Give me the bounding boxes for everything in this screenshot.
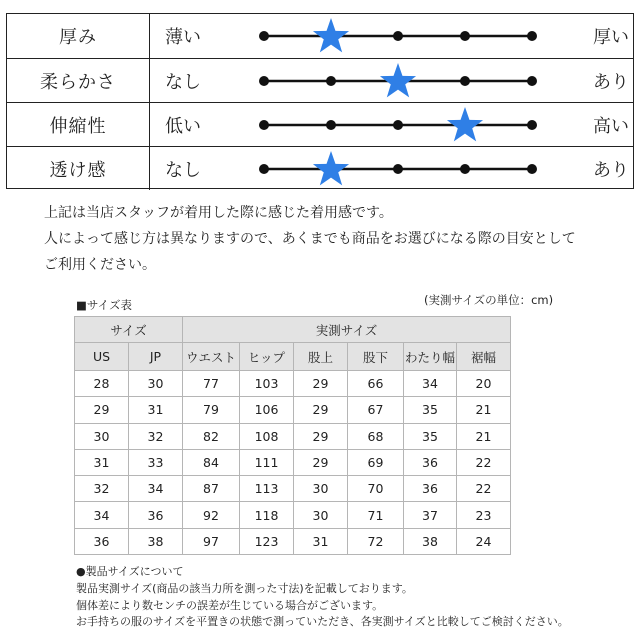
table-cell: 87 <box>183 476 240 502</box>
table-cell: 29 <box>294 371 348 397</box>
column-header: ヒップ <box>240 343 294 371</box>
table-cell: 103 <box>240 371 294 397</box>
table-cell: 66 <box>348 371 404 397</box>
table-cell: 34 <box>404 371 457 397</box>
table-cell: 72 <box>348 528 404 554</box>
column-header: ウエスト <box>183 343 240 371</box>
table-cell: 20 <box>457 371 511 397</box>
table-cell: 32 <box>75 476 129 502</box>
wear-feel-rating-grid <box>6 13 634 189</box>
column-header: 股下 <box>348 343 404 371</box>
table-cell: 36 <box>404 449 457 475</box>
rating-row <box>7 102 633 146</box>
table-cell: 34 <box>75 502 129 528</box>
table-cell: 29 <box>294 423 348 449</box>
dot-icon <box>259 120 269 130</box>
table-row <box>75 423 511 449</box>
table-cell: 111 <box>240 449 294 475</box>
rating-scale <box>242 59 552 102</box>
rating-row <box>7 58 633 102</box>
size-table <box>74 316 511 555</box>
table-cell: 21 <box>457 397 511 423</box>
product-size-note-2: 個体差により数センチの誤差が生じている場合がございます。 <box>76 599 384 612</box>
table-cell: 38 <box>404 528 457 554</box>
table-cell: 77 <box>183 371 240 397</box>
table-cell: 28 <box>75 371 129 397</box>
rating-low-label: 薄い <box>165 27 201 48</box>
rating-low-label: なし <box>165 71 201 93</box>
table-cell: 31 <box>75 449 129 475</box>
table-cell: 82 <box>183 423 240 449</box>
rating-low-label: なし <box>165 159 201 181</box>
dot-icon <box>393 120 403 130</box>
table-row <box>75 476 511 502</box>
table-cell: 34 <box>129 476 183 502</box>
table-row <box>75 371 511 397</box>
rating-scale <box>242 14 552 58</box>
table-row <box>75 528 511 554</box>
star-icon <box>313 151 349 185</box>
dot-icon <box>326 76 336 86</box>
table-cell: 23 <box>457 502 511 528</box>
dot-icon <box>460 76 470 86</box>
table-cell: 108 <box>240 423 294 449</box>
star-icon <box>380 63 416 97</box>
table-cell: 35 <box>404 397 457 423</box>
size-group-header: サイズ <box>75 317 183 343</box>
table-cell: 22 <box>457 449 511 475</box>
rating-label: 厚み <box>7 14 150 58</box>
table-row <box>75 397 511 423</box>
table-cell: 35 <box>404 423 457 449</box>
rating-label: 透け感 <box>7 147 150 190</box>
table-cell: 30 <box>294 476 348 502</box>
table-cell: 30 <box>294 502 348 528</box>
table-cell: 92 <box>183 502 240 528</box>
table-cell: 24 <box>457 528 511 554</box>
table-cell: 71 <box>348 502 404 528</box>
dot-icon <box>326 120 336 130</box>
dot-icon <box>527 76 537 86</box>
column-header: 股上 <box>294 343 348 371</box>
rating-scale <box>242 103 552 146</box>
rating-high-label: 高い <box>593 115 629 137</box>
table-cell: 38 <box>129 528 183 554</box>
product-size-heading: ●製品サイズについて <box>76 565 184 578</box>
table-cell: 36 <box>404 476 457 502</box>
table-cell: 123 <box>240 528 294 554</box>
product-size-note-1: 製品実測サイズ(商品の該当力所を測った寸法)を記載しております。 <box>76 582 413 595</box>
table-cell: 69 <box>348 449 404 475</box>
column-header: 裾幅 <box>457 343 511 371</box>
rating-row <box>7 14 633 58</box>
table-cell: 30 <box>75 423 129 449</box>
table-cell: 79 <box>183 397 240 423</box>
dot-icon <box>393 31 403 41</box>
rating-label: 柔らかさ <box>7 59 150 102</box>
table-cell: 97 <box>183 528 240 554</box>
rating-high-label: あり <box>593 159 629 181</box>
table-cell: 29 <box>294 397 348 423</box>
rating-row <box>7 146 633 190</box>
table-cell: 70 <box>348 476 404 502</box>
table-cell: 68 <box>348 423 404 449</box>
table-cell: 22 <box>457 476 511 502</box>
size-table-unit-note: (実測サイズの単位：cm) <box>424 293 554 307</box>
table-cell: 32 <box>129 423 183 449</box>
dot-icon <box>259 31 269 41</box>
rating-scale <box>242 147 552 190</box>
wear-feel-note-2: 人によって感じ方は異なりますので、あくまでも商品をお選びになる際の目安として <box>44 231 576 247</box>
star-icon <box>313 18 349 52</box>
table-row <box>75 449 511 475</box>
dot-icon <box>527 120 537 130</box>
table-cell: 21 <box>457 423 511 449</box>
dot-icon <box>527 164 537 174</box>
table-cell: 31 <box>294 528 348 554</box>
dot-icon <box>259 164 269 174</box>
table-cell: 33 <box>129 449 183 475</box>
column-header: わたり幅 <box>404 343 457 371</box>
rating-label: 伸縮性 <box>7 103 150 146</box>
table-cell: 29 <box>75 397 129 423</box>
rating-high-label: 厚い <box>593 27 629 48</box>
table-cell: 37 <box>404 502 457 528</box>
measured-group-header: 実測サイズ <box>183 317 511 343</box>
star-icon <box>447 107 483 141</box>
table-cell: 31 <box>129 397 183 423</box>
table-cell: 67 <box>348 397 404 423</box>
product-size-note-3: お手持ちの服のサイズを平置きの状態で測っていただき、各実測サイズと比較してご検討ください。 <box>76 615 569 628</box>
dot-icon <box>393 164 403 174</box>
table-row <box>75 502 511 528</box>
dot-icon <box>460 164 470 174</box>
dot-icon <box>460 31 470 41</box>
table-cell: 36 <box>75 528 129 554</box>
wear-feel-note-3: ご利用ください。 <box>44 257 156 273</box>
table-cell: 118 <box>240 502 294 528</box>
column-header: US <box>75 343 129 371</box>
column-header: JP <box>129 343 183 371</box>
rating-high-label: あり <box>593 71 629 93</box>
dot-icon <box>527 31 537 41</box>
table-cell: 36 <box>129 502 183 528</box>
dot-icon <box>259 76 269 86</box>
table-cell: 106 <box>240 397 294 423</box>
size-table-title: ■サイズ表 <box>76 298 132 312</box>
table-cell: 113 <box>240 476 294 502</box>
table-cell: 30 <box>129 371 183 397</box>
wear-feel-note-1: 上記は当店スタッフが着用した際に感じた着用感です。 <box>44 205 393 221</box>
table-cell: 29 <box>294 449 348 475</box>
rating-low-label: 低い <box>165 115 201 137</box>
table-cell: 84 <box>183 449 240 475</box>
